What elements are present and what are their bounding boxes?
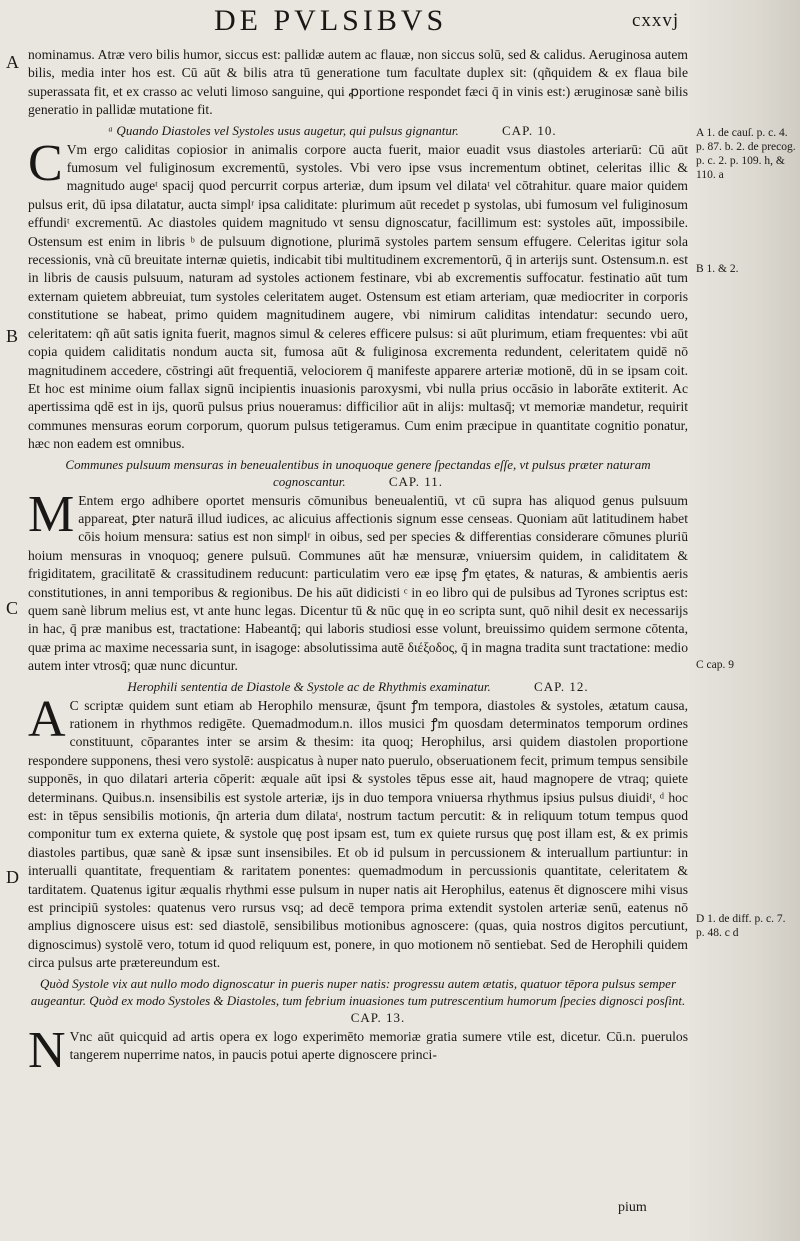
chapter-text-13 [28, 1021, 688, 1079]
chapter-number: CAP. 13. [350, 1009, 406, 1025]
chapter-heading-12 [28, 678, 688, 695]
drop-cap: C [28, 134, 63, 192]
chapter-title: ᵃ Quando Diastoles vel Systoles usus augetur, qui pulsus gignantur. [108, 122, 459, 138]
chapter-body: Vm ergo caliditas copiosior in animalis corpore aucta fuerit, maior euadit vsus diastoles arteriarū: Cū aūt fumosum vel fuliginosum excrementū, systoles. Vbi vero ipse vsus incrementum obtinet, celeritas illic & magnitudo augeᵗ spacij quod percurrit corpus arteriæ, dum ipsum vel dilataᵗ vel cōtrahitur. quare maior quidem pulsus erit, dū ipsa dilatatur, aucta simplʳ ipsa caliditate: plurimum aūt recedet p systolas, ubi fumosum vel fuliginosum effundiᵗ excrementū. Ac diastoles quidem magnitudo vt sensu dignoscatur, facillimum est: systoles aūt, impossibile. Ostensum est enim in libris ᵇ de pulsuum dignotione, plurimā systoles partem sensum effugere. Celeritas igitur sola recessionis, vnà cū breuitate internæ quietis, indicabit tibi multitudinem excrementorū, q̄ in arterijs sunt. Ostensum.n. est in libris de causis pulsuum, naturam ad systoles actionem festinare, vbi ab excrementis suffocatur. festinatio aūt tum externam quietem abbreuiat, tum systoles celeritatem auget. Ostensum est etiam arteriam, quæ mediocriter in corporis constitutione se habeat, primo quidem magnitudinem augere, vbi nimirum caliditas intendatur: secundo uero, celeritatem: qñ aūt satis ignita fuerit, magnos simul & celeres efficere pulsus: si aūt plurimum, etiam frequentes: vbi aūt copia quidem caliditatis nondum aucta sit, fumosa aūt & fuliginosa excrementa redundent, celeritatem quidē nō magnitudinem accedere, cōstringi aūt frequentiā, velociorem q̄ manifeste apparere arteriæ motionē, dū in se ipsam coit. Et hoc est minime oium fallax signū incipientis inuasionis paroxysmi, vbi nulla prius occāsio in laborāte extiterit. Ac apertissima qdē est in ijs, quorū pulsus prius noueramus: difficilior aūt in alijs: multasq̄; vt memoriæ mandetur, requirit communes mensuras eorum corporum, quorum pulsus tetigeramus. Cum enim præcipue in quantitate cognitio ponatur, hæc non eadem est omnibus. [28, 141, 688, 452]
chapter-number: CAP. 11. [388, 473, 443, 489]
chapter-text-10 [28, 134, 688, 454]
running-header [0, 4, 800, 44]
margin-note-d: D 1. de diff. p. c. 7. p. 48. c d [696, 913, 786, 939]
page-gutter-shadow [690, 0, 800, 1241]
chapter-text-12 [28, 690, 688, 973]
margin-note-b: B 1. & 2. [696, 263, 739, 275]
catchword: pium [618, 1200, 647, 1215]
drop-cap: M [28, 485, 75, 543]
chapter-body: Entem ergo adhibere oportet mensuris cōmunibus beneualentiū, vt cū supra has aliquod genus pulsuum appareat, ꝑter naturā illud iudices, ac alicuius affectionis signum esse censeas. Quoniam aūt latitudinem habet cōis hoium mensura: satius est non simplʳ in oibus, sed per species & differentias considerare cōmunes pluriū hoium mensuras in vnoquoq; genere pulsuū. Communes aūt hæ mensuræ, vniuersim quidem, in caliditatem & frigiditatem, gracilitatē & crassitudinem reducunt: particulatim vero eæ ipsę ꝭm ętates, & naturas, & ambientis aeris constitutiones, in anni temporibus & regionibus. De his aūt didicisti ᶜ in eo libro qui de pulsibus ad Tyrones scriptus est: quem sanè librum melius est, vt ante hunc legas. Dicentur tū & nūc quę in eo scripta sunt, quō nihil desit ex necessarijs in hac, q̄ præ manibus est, tractatione: Habeantq̄; qui laboris studiosi esse volunt, breuissimo quidem sermone cōtenta, quæ prima ac maxime necessaria sunt, in isagoge: absolutissima autē διέξοδος, q̄ in magna tradita sunt tractatione: medio autem inter vtrosq̄; quæ nunc dicuntur. [28, 492, 688, 674]
chapter-body: C scriptæ quidem sunt etiam ab Herophilo mensuræ, q̄sunt ꝭm tempora, diastoles & systoles, ætatum causa, rationem in rhythmos redigēte. Quemadmodum.n. illos musici ꝭm quosdam determinatos temporum ordines constituunt, cōparantes inter se arsim & thesim: ita quoq; Herophilus, arsi quidem diastolen proportione respondere supponens, thesi vero systolē: auspicatus à nuper nato puerulo, obseruationem fecit, primum tempus sensibile supponēs, in quo dilatari arteria cōperit: æquale aūt ipsi & systoles tēpus esse ait, haud magnopere de vtraq; quiete determinans. Quibus.n. insensibilis est systole arteriæ, ijs in duo tempora vniuersa rhythmus ipsius pulsus diuidiᵗ, ᵈ hoc est: in tēpus sensibilis motionis, q̄n arteria dum dilataᵗ, nostrum tactum percutit: & in reliquum totum tempus quod componitur tum ex externa quiete, & systole quę post ipsam est, tum ex quiete rursus quę post illam est, & ex primis diastoles partibus, quæ sanè & ipsæ sunt insensibiles. Et ob id pulsum in percussionem & interuallum partiuntur: in interualli quantitate, frequentiam & raritatem ponentes: quemadmodum in percussionis quantitate, celeritatem & tarditatem. Quatenus igitur æqualis rhythmi esse pulsum in nuper natis ait Herophilus, eatenus ēt dignoscere mihi visus est principiū systoles: quatenus vero rursus vsq; ad decē tempora prima extendit systolen arteriæ senū, eatenus nō amplius dignoscere uisus est: sed diastolē, sensibilibus motionibus agnoscere: (quas, quia nostros digitos percutiunt, dignoscimus) systolē vero, totum id quod reliquum est, ponere, in quo motionem nō sentiebat. Sed de Herophili quidem circa pulsus arte prætereundum est. [28, 697, 688, 971]
page-title: DE PVLSIBVS [214, 4, 448, 37]
chapter-heading-11 [28, 456, 688, 490]
chapter-number: CAP. 12. [534, 678, 589, 694]
section-letter-b: B [6, 326, 19, 346]
main-text-column [28, 46, 688, 1079]
section-letter-a: A [6, 52, 19, 72]
section-letter-d: D [6, 867, 19, 887]
chapter-number: CAP. 10. [502, 122, 557, 138]
chapter-title: Communes pulsuum mensuras in beneualentibus in unoquoque genere ſpectandas eſſe, vt pulsus præter naturam cognoscantur. [65, 456, 651, 489]
chapter-title: Herophili sententia de Diastole & Systole ac de Rhythmis examinatur. [127, 678, 491, 694]
chapter-text-11 [28, 485, 688, 676]
drop-cap: A [28, 690, 66, 748]
drop-cap: N [28, 1021, 66, 1079]
chapter-heading-10 [28, 122, 688, 139]
section-letter-c: C [6, 598, 19, 618]
chapter-heading-13 [28, 975, 688, 1026]
margin-note-c: C cap. 9 [696, 659, 735, 671]
margin-note-a: A 1. de cauſ. p. c. 4. p. 87. b. 2. de precog. p. c. 2. p. 109. h, & 110. a [696, 127, 796, 181]
opening-paragraph: nominamus. Atræ vero bilis humor, siccus est: pallidæ autem ac flauæ, non siccus solū, sed & calidus. Aeruginosa autem bilis, media inter hos est. Cū aūt & bilis atra tū generatione tum facultate duplex sit: (qñquidem & ex flaua bile superassata fit, et ex crasso ac veluti limoso sanguine, qui ꝓportione respondet fæci q̄ in vinis est:) æruginosæ sanè bilis generatio in pallidæ mutatione fit. [28, 47, 688, 118]
chapter-title: Quòd Systole vix aut nullo modo dignoscatur in pueris nuper natis: progressu autem ætatis, quatuor tēpora pulsus semper augeantur. Quòd ex modo Systoles & Diastoles, tum febrium inuasiones tum putrescentium humorum ſpecies dignosci posſint. [30, 975, 686, 1008]
folio-number: cxxvj [632, 10, 680, 31]
chapter-body: Vnc aūt quicquid ad artis opera ex logo experimēto memoriæ gratia sumere vtile est, dicetur. Cū.n. puerulos tangerem nuperrime natos, in paucis potui aperte dignoscere princi- [69, 1028, 688, 1063]
